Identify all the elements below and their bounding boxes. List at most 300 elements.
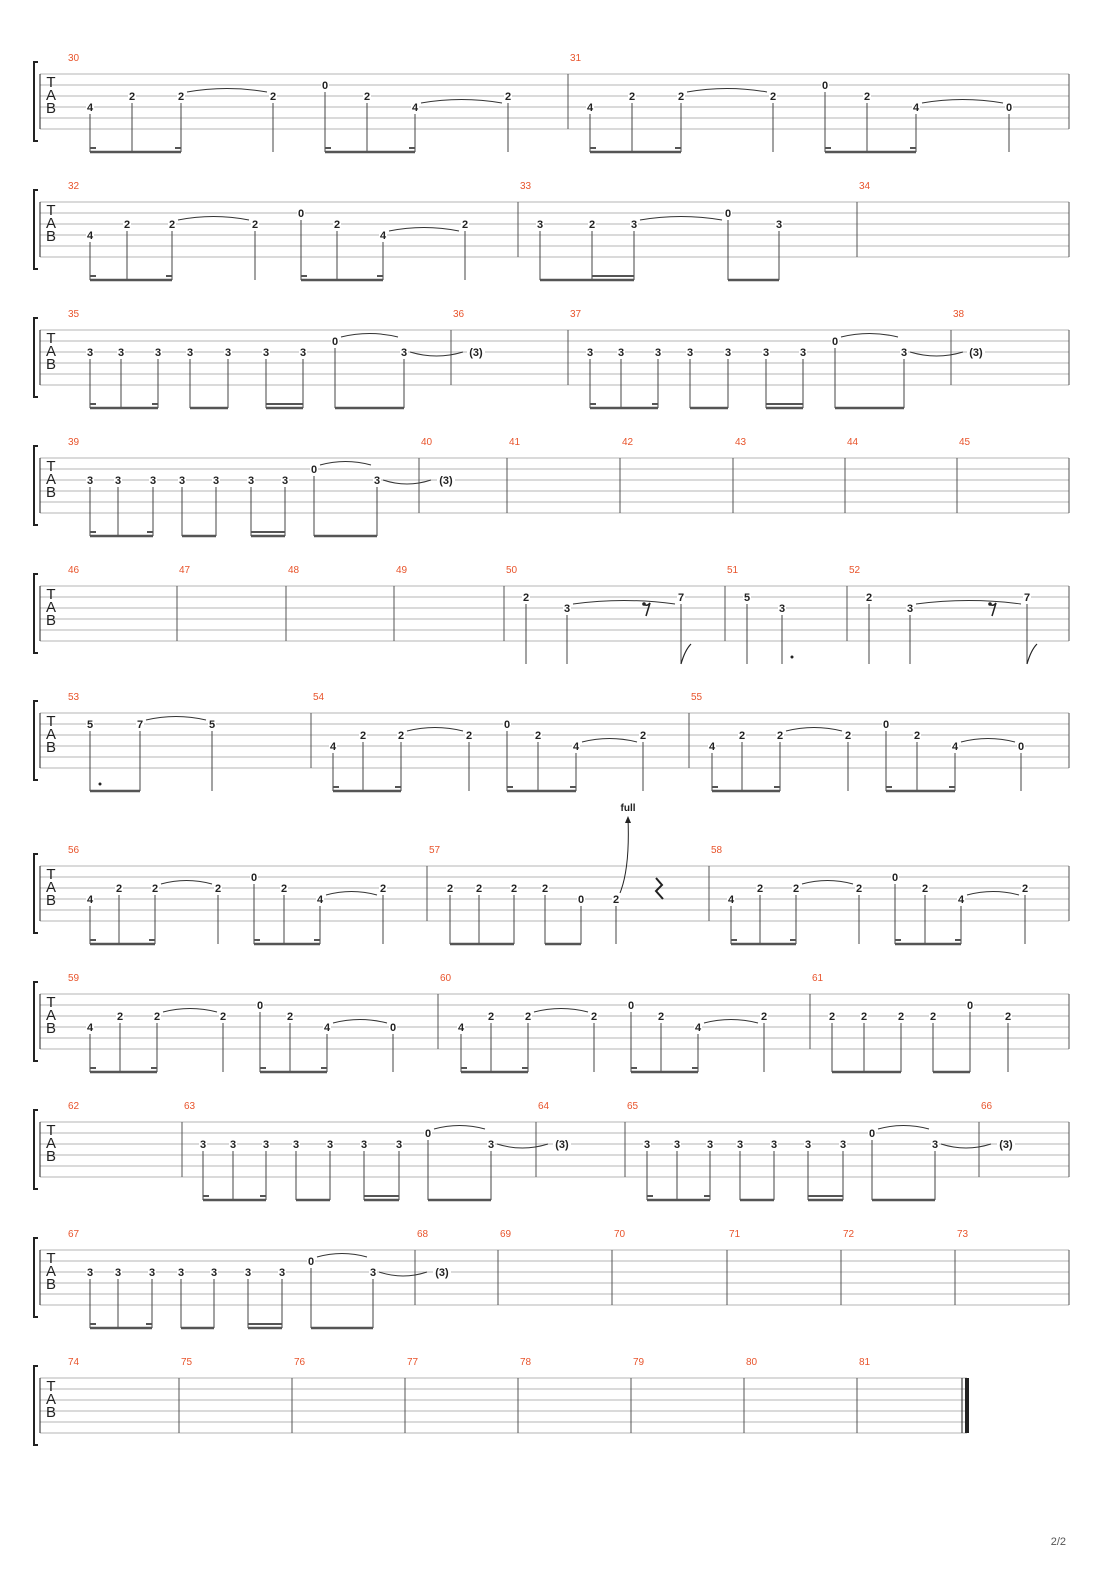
tab-clef-letter: B: [45, 100, 57, 117]
tab-system: [34, 1101, 1069, 1200]
fret-number: 2: [177, 91, 185, 103]
fret-number: 3: [487, 1139, 495, 1151]
bar-number: 76: [294, 1357, 306, 1368]
fret-number: 3: [224, 347, 232, 359]
fret-number: 2: [897, 1011, 905, 1023]
fret-number: 3: [778, 603, 786, 615]
fret-number: 3: [654, 347, 662, 359]
fret-number: 2: [792, 883, 800, 895]
tie: [640, 217, 722, 221]
tab-clef-letter: B: [45, 739, 57, 756]
fret-number: 3: [229, 1139, 237, 1151]
fret-number: 3: [244, 1267, 252, 1279]
bar-number: 34: [859, 181, 871, 192]
bar-number: 32: [68, 181, 80, 192]
fret-number: 4: [86, 102, 94, 114]
tab-clef-letter: A: [45, 87, 57, 104]
fret-number: 3: [114, 1267, 122, 1279]
bar-number: 56: [68, 845, 80, 856]
tab-clef-letter: T: [46, 458, 56, 475]
tie: [326, 892, 377, 896]
bar-number: 55: [691, 692, 703, 703]
fret-number: 3: [199, 1139, 207, 1151]
bar-number: 30: [68, 53, 80, 64]
dot: [791, 656, 794, 659]
bar-number: 71: [729, 1229, 741, 1240]
tab-clef-letter: B: [45, 612, 57, 629]
fret-number: 3: [178, 475, 186, 487]
fret-number: 0: [868, 1128, 876, 1140]
bar-number: 47: [179, 565, 191, 576]
fret-number: 2: [475, 883, 483, 895]
tab-system: [34, 1229, 1069, 1328]
fret-number: 4: [379, 230, 387, 242]
bar-number: 72: [843, 1229, 855, 1240]
fret-number: 2: [280, 883, 288, 895]
tab-clef-letter: A: [45, 1263, 57, 1280]
fret-number: 3: [373, 475, 381, 487]
bar-number: 52: [849, 565, 861, 576]
bar-number: 31: [570, 53, 582, 64]
fret-number: 0: [831, 336, 839, 348]
fret-number: 3: [563, 603, 571, 615]
tab-clef-letter: B: [45, 1148, 57, 1165]
tied-fret-number: (3): [969, 347, 983, 359]
bar-number: 35: [68, 309, 80, 320]
fret-number: 3: [586, 347, 594, 359]
fret-number: 0: [891, 872, 899, 884]
fret-number: 5: [743, 592, 751, 604]
bar-number: 81: [859, 1357, 871, 1368]
fret-number: 5: [86, 719, 94, 731]
fret-number: 2: [612, 894, 620, 906]
tie: [961, 739, 1015, 743]
fret-number: 2: [921, 883, 929, 895]
fret-number: 0: [1017, 741, 1025, 753]
fret-number: 3: [210, 1267, 218, 1279]
tie: [878, 1126, 929, 1130]
tab-clef-letter: T: [46, 74, 56, 91]
fret-number: 0: [389, 1022, 397, 1034]
tie: [383, 480, 431, 484]
tab-system: [34, 692, 1069, 791]
bar-number: 50: [506, 565, 518, 576]
fret-number: 3: [724, 347, 732, 359]
note-flag: [1027, 644, 1037, 664]
fret-number: 2: [333, 219, 341, 231]
fret-number: 2: [524, 1011, 532, 1023]
tie: [163, 1009, 217, 1013]
fret-number: 0: [503, 719, 511, 731]
system-bracket: [34, 1110, 38, 1189]
bar-number: 66: [981, 1101, 993, 1112]
fret-number: 4: [411, 102, 419, 114]
fret-number: 3: [799, 347, 807, 359]
bar-number: 43: [735, 437, 747, 448]
bar-number: 65: [627, 1101, 639, 1112]
fret-number: 2: [251, 219, 259, 231]
tab-clef-letter: B: [45, 228, 57, 245]
bar-number: 46: [68, 565, 80, 576]
tie: [910, 352, 963, 356]
fret-number: 0: [821, 80, 829, 92]
tab-clef-letter: T: [46, 202, 56, 219]
tab-clef-letter: A: [45, 726, 57, 743]
fret-number: 2: [855, 883, 863, 895]
bar-number: 67: [68, 1229, 80, 1240]
fret-number: 3: [360, 1139, 368, 1151]
tab-clef-letter: B: [45, 892, 57, 909]
fret-number: 4: [912, 102, 920, 114]
fret-number: 4: [86, 1022, 94, 1034]
tab-clef-letter: B: [45, 356, 57, 373]
tie: [941, 1144, 991, 1148]
system-bracket: [34, 854, 38, 933]
fret-number: 2: [1021, 883, 1029, 895]
fret-number: 3: [212, 475, 220, 487]
tie: [146, 717, 206, 721]
tab-clef-letter: T: [46, 994, 56, 1011]
tie: [178, 217, 249, 221]
fret-number: 4: [316, 894, 324, 906]
note-flag: [681, 644, 691, 664]
fret-number: 2: [116, 1011, 124, 1023]
bend-label: full: [620, 803, 636, 814]
tie: [320, 462, 371, 466]
tie: [389, 228, 459, 232]
page-number: 2/2: [1050, 1536, 1066, 1548]
fret-number: 3: [247, 475, 255, 487]
bar-number: 61: [812, 973, 824, 984]
fret-number: 3: [686, 347, 694, 359]
fret-number: 2: [863, 91, 871, 103]
fret-number: 3: [154, 347, 162, 359]
bar-number: 60: [440, 973, 452, 984]
fret-number: 3: [149, 475, 157, 487]
tie: [841, 334, 898, 338]
fret-number: 2: [168, 219, 176, 231]
fret-number: 3: [299, 347, 307, 359]
fret-number: 2: [214, 883, 222, 895]
fret-number: 2: [153, 1011, 161, 1023]
tab-clef-letter: T: [46, 866, 56, 883]
bar-number: 49: [396, 565, 408, 576]
fret-number: 2: [628, 91, 636, 103]
system-bracket: [34, 1366, 38, 1445]
fret-number: 0: [1005, 102, 1013, 114]
bar-number: 37: [570, 309, 582, 320]
fret-number: 4: [86, 894, 94, 906]
tab-clef-letter: A: [45, 1135, 57, 1152]
fret-number: 0: [627, 1000, 635, 1012]
bar-number: 73: [957, 1229, 969, 1240]
fret-number: 2: [123, 219, 131, 231]
system-bracket: [34, 190, 38, 269]
fret-number: 2: [590, 1011, 598, 1023]
tab-clef-letter: A: [45, 599, 57, 616]
fret-number: 4: [708, 741, 716, 753]
fret-number: 0: [321, 80, 329, 92]
fret-number: 2: [828, 1011, 836, 1023]
tab-clef-letter: T: [46, 713, 56, 730]
fret-number: 3: [117, 347, 125, 359]
fret-number: 5: [208, 719, 216, 731]
fret-number: 0: [250, 872, 258, 884]
fret-number: 2: [844, 730, 852, 742]
tab-clef-letter: B: [45, 484, 57, 501]
fret-number: 3: [804, 1139, 812, 1151]
tie: [922, 100, 1003, 104]
tab-clef-letter: B: [45, 1020, 57, 1037]
fret-number: 3: [186, 347, 194, 359]
eighth-rest-dot: [642, 602, 646, 606]
fret-number: 2: [913, 730, 921, 742]
system-bracket: [34, 982, 38, 1061]
tab-clef-letter: T: [46, 586, 56, 603]
bar-number: 64: [538, 1101, 550, 1112]
tied-fret-number: (3): [999, 1139, 1013, 1151]
bar-number: 63: [184, 1101, 196, 1112]
fret-number: 3: [177, 1267, 185, 1279]
fret-number: 0: [882, 719, 890, 731]
fret-number: 2: [269, 91, 277, 103]
fret-number: 3: [369, 1267, 377, 1279]
fret-number: 4: [572, 741, 580, 753]
tab-system: [34, 309, 1069, 408]
tab-clef-letter: A: [45, 215, 57, 232]
tab-clef-letter: T: [46, 1378, 56, 1395]
fret-number: 2: [760, 1011, 768, 1023]
tied-fret-number: (3): [439, 475, 453, 487]
fret-number: 4: [957, 894, 965, 906]
fret-number: 3: [775, 219, 783, 231]
bar-number: 70: [614, 1229, 626, 1240]
fret-number: 0: [310, 464, 318, 476]
bar-number: 38: [953, 309, 965, 320]
tie: [161, 881, 212, 885]
fret-number: 3: [762, 347, 770, 359]
bar-number: 79: [633, 1357, 645, 1368]
fret-number: 4: [586, 102, 594, 114]
system-bracket: [34, 446, 38, 525]
fret-number: 2: [128, 91, 136, 103]
tie: [317, 1254, 367, 1258]
tied-fret-number: (3): [435, 1267, 449, 1279]
tied-fret-number: (3): [555, 1139, 569, 1151]
fret-number: 2: [487, 1011, 495, 1023]
fret-number: 7: [677, 592, 685, 604]
fret-number: 0: [297, 208, 305, 220]
fret-number: 3: [86, 347, 94, 359]
bar-number: 39: [68, 437, 80, 448]
fret-number: 3: [536, 219, 544, 231]
tab-clef-letter: A: [45, 471, 57, 488]
fret-number: 2: [588, 219, 596, 231]
system-bracket: [34, 62, 38, 141]
fret-number: 2: [1004, 1011, 1012, 1023]
tie: [786, 728, 842, 732]
system-bracket: [34, 318, 38, 397]
fret-number: 2: [541, 883, 549, 895]
tied-fret-number: (3): [469, 347, 483, 359]
bar-number: 57: [429, 845, 441, 856]
tie: [187, 89, 267, 93]
fret-number: 2: [115, 883, 123, 895]
tie: [410, 352, 463, 356]
bar-number: 80: [746, 1357, 758, 1368]
fret-number: 2: [461, 219, 469, 231]
fret-number: 2: [151, 883, 159, 895]
tab-clef-letter: T: [46, 330, 56, 347]
tie: [379, 1272, 427, 1276]
fret-number: 3: [281, 475, 289, 487]
fret-number: 2: [363, 91, 371, 103]
bar-number: 36: [453, 309, 465, 320]
fret-number: 3: [114, 475, 122, 487]
bar-number: 69: [500, 1229, 512, 1240]
tie: [704, 1020, 758, 1024]
fret-number: 2: [397, 730, 405, 742]
system-bracket: [34, 701, 38, 780]
fret-number: 4: [86, 230, 94, 242]
bar-number: 53: [68, 692, 80, 703]
fret-number: 2: [865, 592, 873, 604]
fret-number: 3: [906, 603, 914, 615]
fret-number: 7: [136, 719, 144, 731]
tie: [421, 100, 502, 104]
bar-number: 48: [288, 565, 300, 576]
fret-number: 2: [379, 883, 387, 895]
tab-system: [34, 845, 1069, 944]
fret-number: 3: [292, 1139, 300, 1151]
fret-number: 3: [900, 347, 908, 359]
tab-clef-letter: B: [45, 1276, 57, 1293]
system-bracket: [34, 1238, 38, 1317]
fret-number: 3: [839, 1139, 847, 1151]
fret-number: 4: [727, 894, 735, 906]
fret-number: 0: [331, 336, 339, 348]
tab-clef-letter: A: [45, 1391, 57, 1408]
bar-number: 44: [847, 437, 859, 448]
tab-system: [34, 973, 1069, 1072]
fret-number: 0: [424, 1128, 432, 1140]
fret-number: 3: [736, 1139, 744, 1151]
bar-number: 59: [68, 973, 80, 984]
fret-number: 3: [400, 347, 408, 359]
bar-number: 51: [727, 565, 739, 576]
fret-number: 0: [256, 1000, 264, 1012]
fret-number: 2: [510, 883, 518, 895]
fret-number: 7: [1023, 592, 1031, 604]
bar-number: 40: [421, 437, 433, 448]
fret-number: 4: [323, 1022, 331, 1034]
tab-clef-letter: A: [45, 1007, 57, 1024]
fret-number: 3: [643, 1139, 651, 1151]
fret-number: 3: [86, 475, 94, 487]
bar-number: 75: [181, 1357, 193, 1368]
fret-number: 2: [738, 730, 746, 742]
fret-number: 2: [534, 730, 542, 742]
fret-number: 3: [262, 347, 270, 359]
fret-number: 2: [929, 1011, 937, 1023]
fret-number: 4: [329, 741, 337, 753]
tie: [802, 881, 853, 885]
tab-clef-letter: A: [45, 343, 57, 360]
tie: [333, 1020, 387, 1024]
fret-number: 2: [465, 730, 473, 742]
tie: [434, 1126, 485, 1130]
bar-number: 41: [509, 437, 521, 448]
tie: [582, 739, 637, 743]
tab-system: [34, 565, 1069, 664]
fret-number: 2: [504, 91, 512, 103]
bend-arrow: [620, 818, 628, 893]
fret-number: 4: [457, 1022, 465, 1034]
fret-number: 3: [326, 1139, 334, 1151]
fret-number: 3: [148, 1267, 156, 1279]
fret-number: 2: [446, 883, 454, 895]
bar-number: 78: [520, 1357, 532, 1368]
tab-system: [34, 181, 1069, 280]
tab-system: [34, 437, 1069, 536]
bend-marking: [620, 803, 663, 899]
bar-number: 58: [711, 845, 723, 856]
bar-number: 42: [622, 437, 634, 448]
tab-clef-letter: A: [45, 879, 57, 896]
fret-number: 2: [769, 91, 777, 103]
system-bracket: [34, 574, 38, 653]
tie: [534, 1009, 588, 1013]
fret-number: 3: [630, 219, 638, 231]
bend-arrow-head: [625, 816, 631, 823]
fret-number: 2: [776, 730, 784, 742]
fret-number: 3: [931, 1139, 939, 1151]
bar-number: 68: [417, 1229, 429, 1240]
fret-number: 4: [951, 741, 959, 753]
fret-number: 2: [286, 1011, 294, 1023]
fret-number: 4: [694, 1022, 702, 1034]
fret-number: 3: [706, 1139, 714, 1151]
fret-number: 0: [577, 894, 585, 906]
bar-number: 45: [959, 437, 971, 448]
fret-number: 2: [639, 730, 647, 742]
fret-number: 2: [359, 730, 367, 742]
fret-number: 2: [219, 1011, 227, 1023]
fret-number: 0: [966, 1000, 974, 1012]
fret-number: 2: [756, 883, 764, 895]
tie: [341, 334, 398, 338]
tie: [916, 601, 1021, 605]
fret-number: 3: [86, 1267, 94, 1279]
fret-number: 0: [307, 1256, 315, 1268]
tab-clef-letter: T: [46, 1250, 56, 1267]
tie: [407, 728, 463, 732]
tie: [573, 601, 675, 605]
bar-number: 74: [68, 1357, 80, 1368]
fret-number: 3: [262, 1139, 270, 1151]
tab-clef-letter: T: [46, 1122, 56, 1139]
fret-number: 2: [860, 1011, 868, 1023]
tie: [687, 89, 767, 93]
bar-number: 62: [68, 1101, 80, 1112]
bar-number: 54: [313, 692, 325, 703]
tie: [967, 892, 1019, 896]
fret-number: 2: [522, 592, 530, 604]
fret-number: 3: [673, 1139, 681, 1151]
bar-number: 33: [520, 181, 532, 192]
tab-system: [34, 53, 1069, 152]
bar-number: 77: [407, 1357, 419, 1368]
